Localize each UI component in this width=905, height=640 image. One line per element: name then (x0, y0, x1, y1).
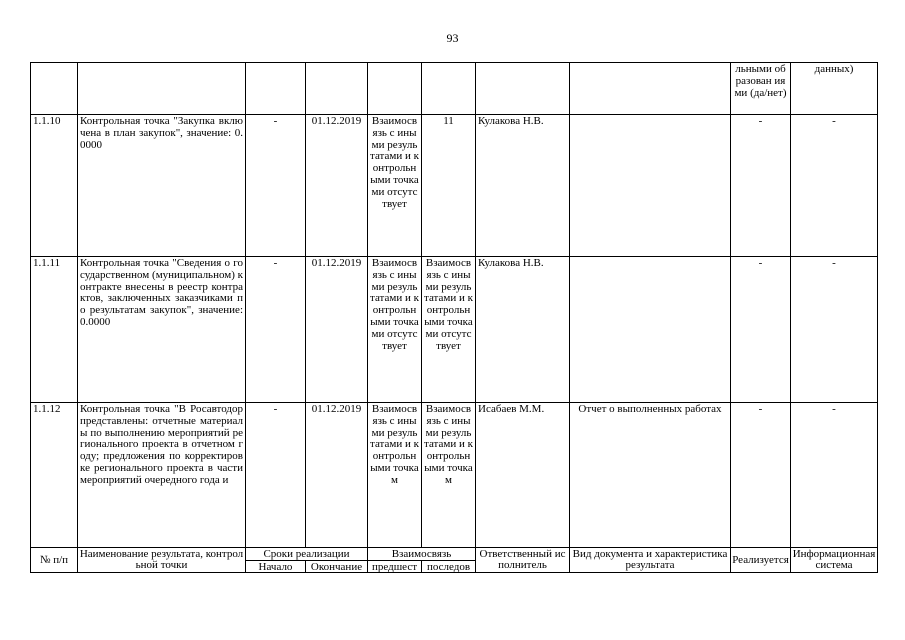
header-realized: Реализуется (731, 548, 791, 573)
row-start: - (246, 403, 306, 548)
header-prev: предшест (368, 561, 422, 573)
row-prev: Взаимосвязь с иными результатами и контрольными точками отсутствует (368, 257, 422, 403)
header-end: Окончание (306, 561, 368, 573)
header-terms: Сроки реализации (246, 548, 368, 561)
row-realized: - (731, 257, 791, 403)
row-info: - (791, 403, 878, 548)
row-end: 01.12.2019 (306, 257, 368, 403)
row-realized: - (731, 115, 791, 257)
header-name: Наименование результата, контрольной точки (78, 548, 246, 573)
row-number: 1.1.12 (31, 403, 78, 548)
header-info: Информационная система (791, 548, 878, 573)
row-name: Контрольная точка "Сведения о государственном (муниципальном) контракте внесены в реестр контрактов, заключенных заказчиками по результатам закупок", значение: 0.0000 (78, 257, 246, 403)
row-number: 1.1.10 (31, 115, 78, 257)
row-next: Взаимосвязь с иными результатами и контрольными точками отсутствует (422, 257, 476, 403)
row-responsible: Кулакова Н.В. (476, 115, 570, 257)
table-row (31, 257, 878, 403)
row-prev: Взаимосвязь с иными результатами и контрольными точкам (368, 403, 422, 548)
header-responsible: Ответственный исполнитель (476, 548, 570, 573)
continuation-row (31, 63, 878, 115)
roadmap-table (30, 62, 878, 573)
row-start: - (246, 257, 306, 403)
row-name: Контрольная точка "В Росавтодор представлены: отчетные материалы по выполнению мероприятий регионального проекта в отчетном году; предложения по корректировке регионального проекта в части мероприятий очередного года и (78, 403, 246, 548)
row-responsible: Кулакова Н.В. (476, 257, 570, 403)
row-next: Взаимосвязь с иными результатами и контрольными точкам (422, 403, 476, 548)
row-doc (570, 257, 731, 403)
header-relation: Взаимосвязь (368, 548, 476, 561)
row-realized: - (731, 403, 791, 548)
row-doc: Отчет о выполненных работах (570, 403, 731, 548)
row-start: - (246, 115, 306, 257)
header-next: последов (422, 561, 476, 573)
row-number: 1.1.11 (31, 257, 78, 403)
row-info: - (791, 115, 878, 257)
row-prev: Взаимосвязь с иными результатами и контрольными точками отсутствует (368, 115, 422, 257)
page-number: 93 (446, 31, 459, 45)
row-responsible: Исабаев М.М. (476, 403, 570, 548)
row-end: 01.12.2019 (306, 403, 368, 548)
info-continuation: данных) (791, 63, 878, 115)
row-next: 11 (422, 115, 476, 257)
table-row (31, 115, 878, 257)
row-name: Контрольная точка "Закупка включена в план закупок", значение: 0.0000 (78, 115, 246, 257)
row-end: 01.12.2019 (306, 115, 368, 257)
header-doc: Вид документа и характеристика результата (570, 548, 731, 573)
realized-continuation: льными образован иями (да/нет) (731, 63, 791, 115)
header-num: № п/п (31, 548, 78, 573)
header-start: Начало (246, 561, 306, 573)
row-doc (570, 115, 731, 257)
row-info: - (791, 257, 878, 403)
table-row (31, 403, 878, 548)
header-row (31, 548, 878, 561)
